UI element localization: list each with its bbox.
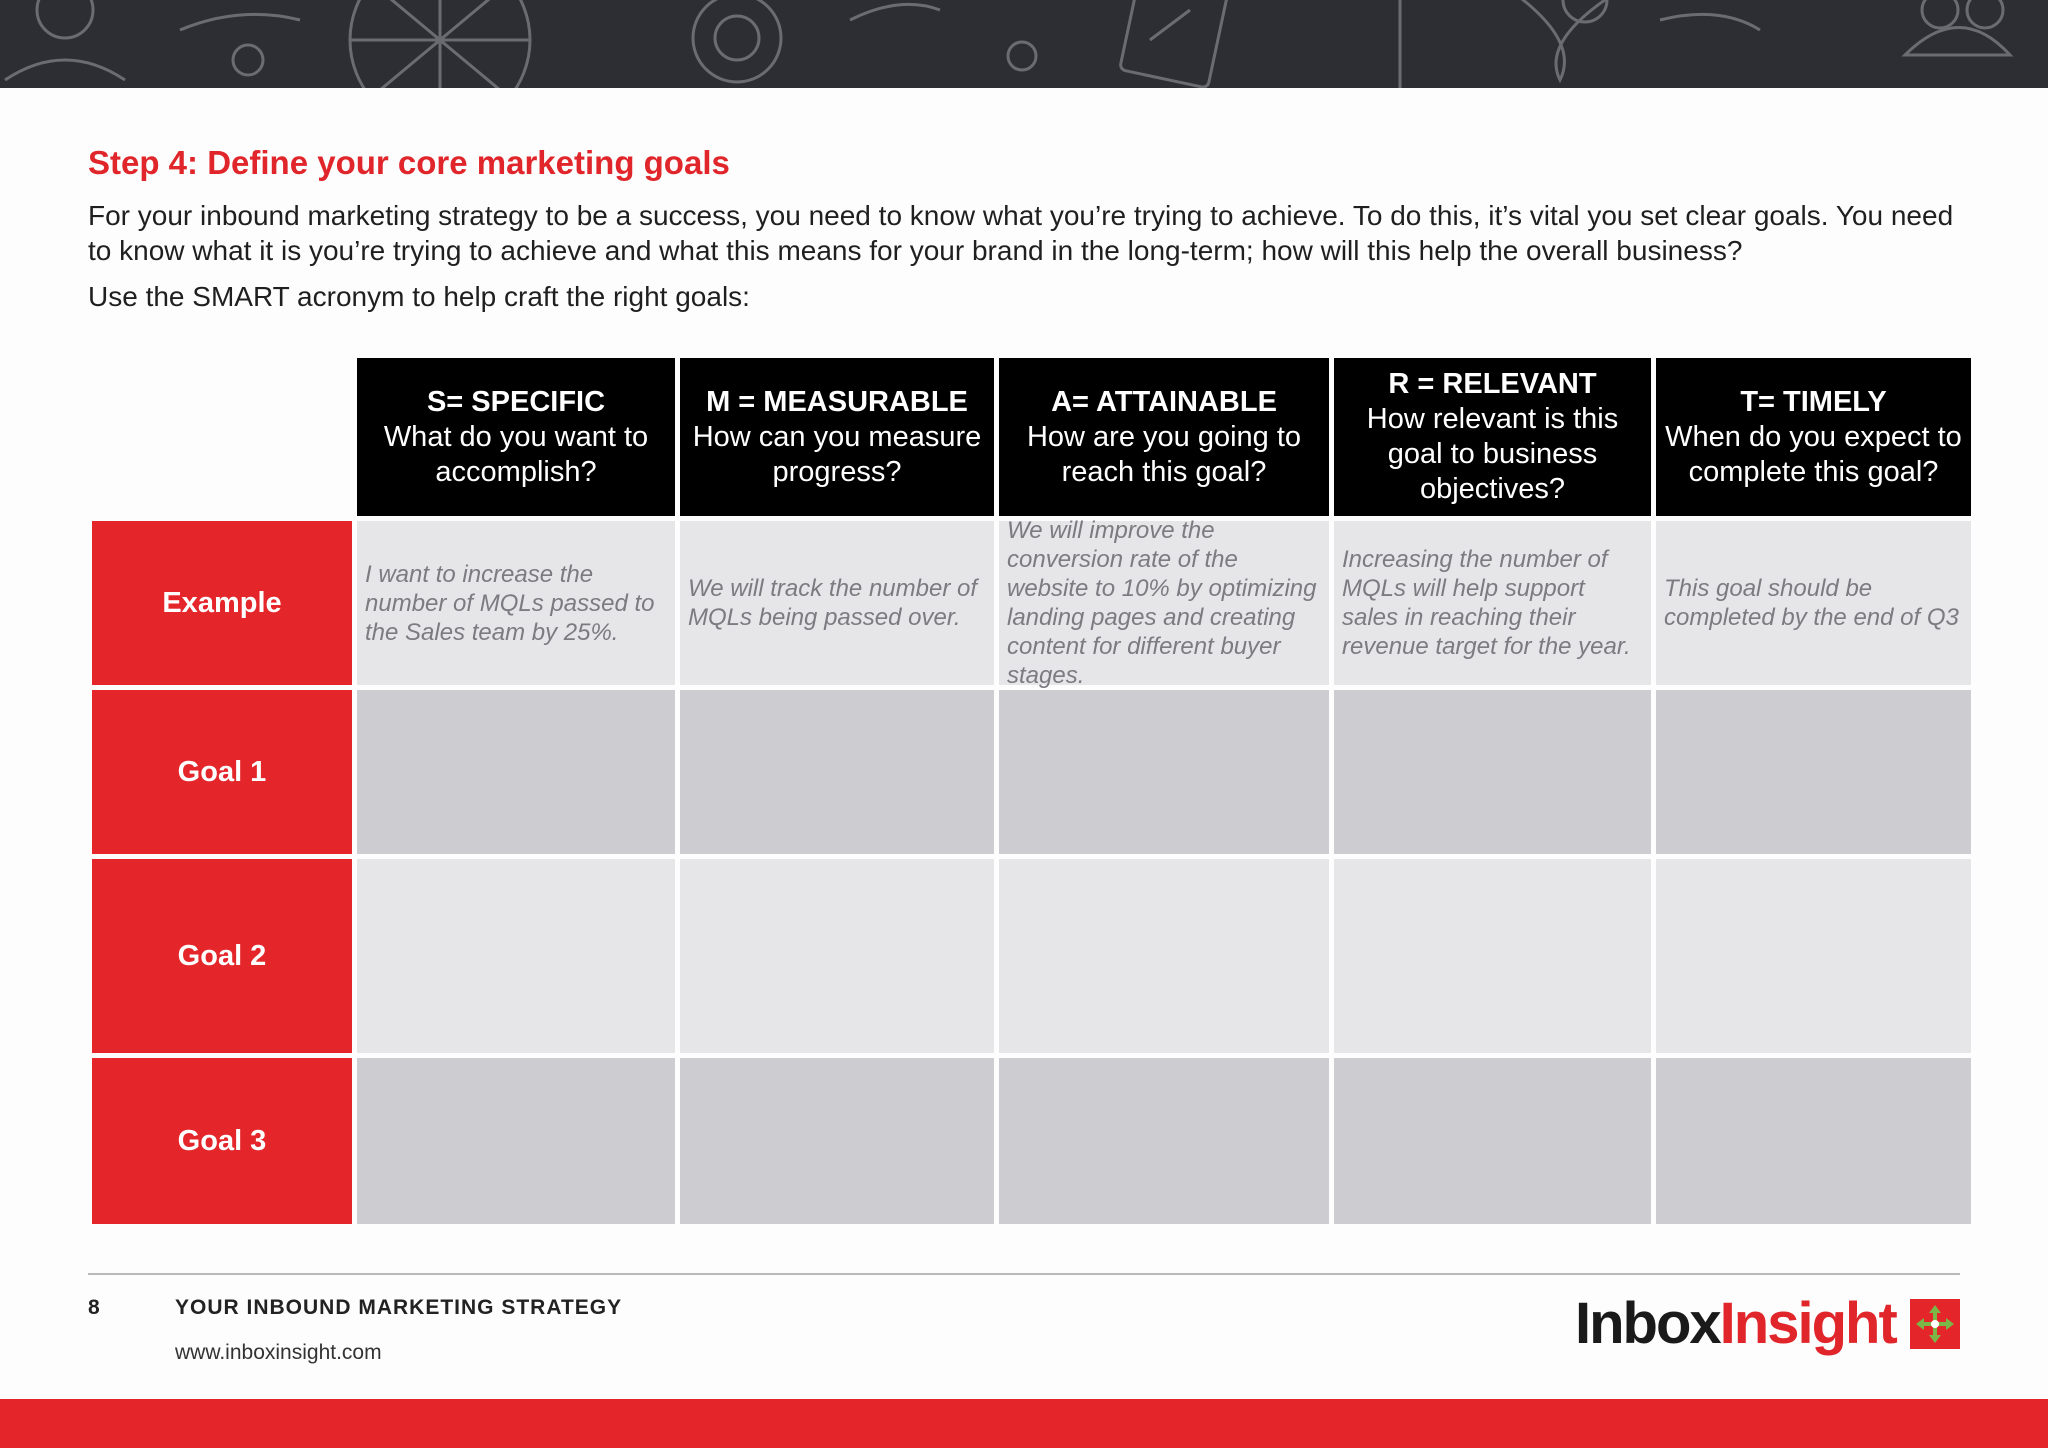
goal-2-cell-relevant[interactable] (1334, 859, 1651, 1053)
banner-doodles-icon (0, 0, 2048, 88)
footer-title: YOUR INBOUND MARKETING STRATEGY (175, 1296, 623, 1319)
goal-1-cell-measurable[interactable] (680, 690, 994, 854)
logo-target-icon (1910, 1299, 1960, 1349)
column-header-timely (1656, 358, 1971, 516)
row-label-example: Example (92, 521, 352, 685)
column-header-measurable (680, 358, 994, 516)
footer-bar (0, 1399, 2048, 1448)
row-label-goal-2: Goal 2 (92, 859, 352, 1053)
example-cell-relevant: Increasing the number of MQLs will help support sales in reaching their revenue target for the year. (1334, 521, 1651, 685)
intro-paragraph: For your inbound marketing strategy to be a success, you need to know what you’re trying to achieve. To do this, it’s vital you set clear goals. You need to know what it is you’re trying to achieve and what this means for your brand in the long-term; how will this help the overall business? (88, 200, 1954, 266)
example-cell-timely: This goal should be completed by the end of Q3 (1656, 521, 1971, 685)
column-subtitle: How relevant is this goal to business objectives? (1366, 403, 1619, 505)
goal-2-cell-measurable[interactable] (680, 859, 994, 1053)
column-header-attainable (999, 358, 1329, 516)
inboxinsight-logo (1575, 1290, 1960, 1357)
goal-1-cell-attainable[interactable] (999, 690, 1329, 854)
smart-intro-paragraph: Use the SMART acronym to help craft the right goals: (88, 281, 750, 312)
column-header-relevant (1334, 358, 1651, 516)
column-title: A= ATTAINABLE (1051, 385, 1277, 418)
example-cell-measurable: We will track the number of MQLs being passed over. (680, 521, 994, 685)
column-title: M = MEASURABLE (706, 385, 968, 418)
column-title: T= TIMELY (1740, 385, 1887, 418)
goal-3-cell-timely[interactable] (1656, 1058, 1971, 1224)
row-label-goal-3: Goal 3 (92, 1058, 352, 1224)
column-title: R = RELEVANT (1388, 368, 1597, 400)
column-subtitle: When do you expect to complete this goal? (1665, 420, 1962, 488)
goal-1-cell-specific[interactable] (357, 690, 675, 854)
column-header-specific (357, 358, 675, 516)
column-subtitle: What do you want to accomplish? (383, 420, 649, 488)
table-corner (92, 358, 352, 516)
goal-1-cell-timely[interactable] (1656, 690, 1971, 854)
column-subtitle: How are you going to reach this goal? (1026, 420, 1302, 488)
goal-1-cell-relevant[interactable] (1334, 690, 1651, 854)
column-title: S= SPECIFIC (426, 385, 606, 418)
logo-word-insight: Insight (1719, 1291, 1896, 1356)
goal-3-cell-specific[interactable] (357, 1058, 675, 1224)
row-label-goal-1: Goal 1 (92, 690, 352, 854)
footer-url[interactable]: www.inboxinsight.com (175, 1341, 382, 1364)
footer-divider (88, 1273, 1960, 1275)
column-subtitle: How can you measure progress? (692, 420, 982, 488)
logo-word-inbox: Inbox (1575, 1291, 1720, 1356)
example-cell-attainable: We will improve the conversion rate of the website to 10% by optimizing landing pages and creating content for different buyer stages. (999, 521, 1329, 685)
page-number: 8 (88, 1296, 100, 1319)
goal-2-cell-timely[interactable] (1656, 859, 1971, 1053)
goal-3-cell-attainable[interactable] (999, 1058, 1329, 1224)
smart-goals-table (88, 354, 1975, 1228)
goal-2-cell-attainable[interactable] (999, 859, 1329, 1053)
example-cell-specific: I want to increase the number of MQLs passed to the Sales team by 25%. (357, 521, 675, 685)
header-banner (0, 0, 2048, 88)
goal-3-cell-measurable[interactable] (680, 1058, 994, 1224)
page-title: Step 4: Define your core marketing goals (88, 144, 730, 181)
goal-2-cell-specific[interactable] (357, 859, 675, 1053)
goal-3-cell-relevant[interactable] (1334, 1058, 1651, 1224)
